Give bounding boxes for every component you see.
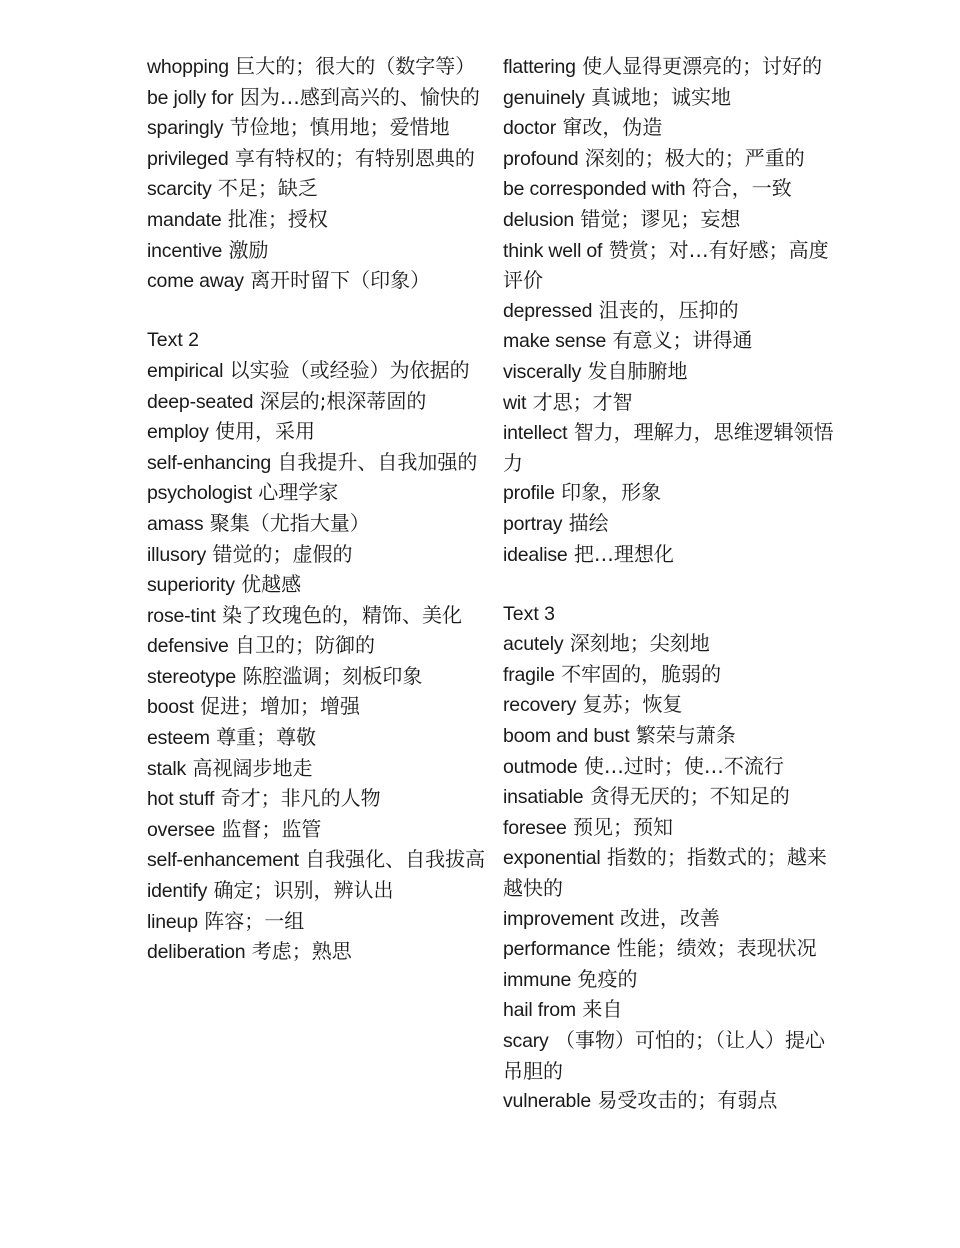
vocab-word: stereotype <box>147 665 237 688</box>
vocab-word: privileged <box>147 147 229 170</box>
vocab-entry <box>503 540 843 571</box>
vocab-entry <box>503 690 843 721</box>
vocab-meaning: 真诚地；诚实地 <box>591 84 732 109</box>
vocab-entry <box>147 448 487 479</box>
vocab-word: viscerally <box>503 360 582 383</box>
vocab-meaning: 改进，改善 <box>619 905 720 930</box>
vocab-entry <box>503 174 843 205</box>
vocab-entry <box>147 266 487 297</box>
section-title: Text 3 <box>503 602 556 625</box>
vocab-entry <box>147 570 487 601</box>
vocab-entry <box>147 387 487 418</box>
vocab-word: hot stuff <box>147 788 215 811</box>
vocab-list <box>503 52 843 570</box>
vocab-meaning: 赞赏；对…有好感；高度评价 <box>503 237 829 293</box>
vocab-entry <box>503 965 843 996</box>
vocab-entry <box>147 601 487 632</box>
vocab-entry <box>147 52 487 83</box>
vocab-word: amass <box>147 512 204 535</box>
vocab-entry <box>503 995 843 1026</box>
vocab-entry <box>503 83 843 114</box>
vocab-word: foresee <box>503 816 567 839</box>
vocab-entry <box>147 907 487 938</box>
vocab-entry <box>503 934 843 965</box>
vocab-meaning: 染了玫瑰色的，精饰、美化 <box>222 602 462 627</box>
vocab-entry <box>147 417 487 448</box>
vocab-entry <box>147 144 487 175</box>
vocab-word: self-enhancing <box>147 451 272 474</box>
vocab-word: scarcity <box>147 178 212 201</box>
vocab-meaning: 错觉；谬见；妄想 <box>580 206 741 231</box>
vocab-meaning: 巨大的；很大的（数字等） <box>235 54 476 78</box>
vocab-meaning: 贪得无厌的；不知足的 <box>589 784 790 809</box>
vocab-meaning: 确定；识别，辨认出 <box>213 878 394 903</box>
vocab-meaning: 聚集（尤指大量） <box>209 510 370 535</box>
vocab-word: profound <box>503 147 579 170</box>
vocab-meaning: 考虑；熟思 <box>251 939 352 964</box>
vocab-meaning: 指数的；指数式的；越来越快的 <box>503 845 827 901</box>
vocab-meaning: 高视阔步地走 <box>192 755 313 780</box>
vocab-meaning: 批准；授权 <box>227 206 328 231</box>
vocab-entry <box>503 660 843 691</box>
vocab-meaning: 繁荣与萧条 <box>635 723 736 748</box>
vocab-meaning: 符合，一致 <box>691 176 792 201</box>
vocab-entry <box>503 843 843 903</box>
vocab-meaning: 印象，形象 <box>561 480 662 505</box>
vocab-meaning: 自我提升、自我加强的 <box>277 449 478 474</box>
vocab-word: immune <box>503 968 572 991</box>
vocab-entry <box>147 723 487 754</box>
section-title: Text 2 <box>147 329 200 352</box>
vocab-entry <box>147 83 487 114</box>
right-column <box>503 52 843 1117</box>
vocab-word: deep-seated <box>147 390 254 413</box>
vocab-word: doctor <box>503 117 556 140</box>
vocab-entry <box>503 813 843 844</box>
vocab-entry <box>503 205 843 236</box>
vocab-entry <box>503 904 843 935</box>
vocab-word: deliberation <box>147 941 246 964</box>
vocab-word: whopping <box>147 56 229 78</box>
vocab-word: be corresponded with <box>503 178 686 201</box>
vocab-meaning: 节俭地；慎用地；爱惜地 <box>229 115 450 140</box>
vocab-meaning: 预见；预知 <box>573 814 674 839</box>
vocab-meaning: 才思；才智 <box>532 389 633 414</box>
vocab-entry <box>147 540 487 571</box>
vocab-meaning: 使用，采用 <box>215 419 316 444</box>
vocab-meaning: 享有特权的；有特别恩典的 <box>234 145 475 170</box>
vocab-entry <box>503 326 843 357</box>
vocab-entry <box>503 782 843 813</box>
vocab-entry <box>503 478 843 509</box>
vocab-word: acutely <box>503 633 564 656</box>
vocab-meaning: 描绘 <box>568 510 609 535</box>
vocab-meaning: 离开时留下（印象） <box>250 268 431 293</box>
vocab-entry <box>147 205 487 236</box>
vocab-word: self-enhancement <box>147 849 299 872</box>
vocab-entry <box>503 1086 843 1117</box>
vocab-word: think well of <box>503 239 603 262</box>
vocab-word: outmode <box>503 755 578 778</box>
vocab-word: be jolly for <box>147 86 234 109</box>
vocab-meaning: 窜改，伪造 <box>562 115 663 140</box>
vocab-entry <box>147 876 487 907</box>
vocab-word: boost <box>147 696 194 719</box>
vocab-entry <box>503 721 843 752</box>
vocab-meaning: 因为…感到高兴的、愉快的 <box>239 84 480 109</box>
vocab-entry <box>147 509 487 540</box>
vocab-meaning: 监督；监管 <box>221 816 322 841</box>
vocab-meaning: 促进；增加；增强 <box>200 694 361 719</box>
vocab-entry <box>503 113 843 144</box>
vocab-meaning: 激励 <box>228 237 269 262</box>
vocab-meaning: 陈腔滥调；刻板印象 <box>242 663 423 688</box>
vocab-word: genuinely <box>503 86 585 109</box>
vocab-entry <box>147 174 487 205</box>
vocab-word: mandate <box>147 208 222 231</box>
vocab-meaning: 奇才；非凡的人物 <box>220 786 381 811</box>
vocab-word: lineup <box>147 910 198 933</box>
vocab-entry <box>147 937 487 968</box>
vocab-word: psychologist <box>147 482 252 505</box>
vocab-word: exponential <box>503 847 601 870</box>
vocab-list <box>147 52 487 297</box>
vocab-entry <box>147 692 487 723</box>
vocab-meaning: 阵容；一组 <box>204 908 305 933</box>
vocab-meaning: 复苏；恢复 <box>582 692 683 717</box>
vocab-entry <box>147 631 487 662</box>
vocab-meaning: 使…过时；使…不流行 <box>583 753 784 778</box>
vocab-list <box>503 629 843 1117</box>
vocab-meaning: 智力，理解力，思维逻辑领悟力 <box>503 420 834 475</box>
vocab-meaning: 免疫的 <box>577 966 638 991</box>
vocab-meaning: 自我强化、自我拔高 <box>305 847 486 872</box>
vocab-meaning: （事物）可怕的；（让人）提心吊胆的 <box>503 1028 825 1083</box>
vocab-word: sparingly <box>147 117 224 140</box>
vocab-entry <box>503 1026 843 1086</box>
vocab-entry <box>147 478 487 509</box>
vocab-meaning: 深层的;根深蒂固的 <box>259 388 427 413</box>
vocab-meaning: 心理学家 <box>258 480 339 505</box>
vocab-meaning: 沮丧的，压抑的 <box>598 297 739 322</box>
vocab-word: profile <box>503 482 555 505</box>
vocab-word: wit <box>503 391 527 414</box>
vocab-entry <box>503 357 843 388</box>
vocab-word: fragile <box>503 663 555 686</box>
vocab-entry <box>503 52 843 83</box>
vocab-word: empirical <box>147 359 224 382</box>
vocab-word: performance <box>503 938 611 961</box>
vocab-meaning: 不牢固的，脆弱的 <box>561 661 722 686</box>
section-gap <box>147 297 487 327</box>
vocab-word: scary <box>503 1030 549 1052</box>
vocab-word: recovery <box>503 694 577 717</box>
vocab-entry <box>147 113 487 144</box>
vocab-meaning: 有意义；讲得通 <box>612 328 753 353</box>
vocab-word: improvement <box>503 907 614 930</box>
vocab-meaning: 自卫的；防御的 <box>235 633 376 658</box>
left-column <box>147 52 487 968</box>
section-gap <box>503 570 843 600</box>
vocab-entry <box>147 236 487 267</box>
vocab-word: illusory <box>147 543 207 566</box>
vocab-word: superiority <box>147 574 235 597</box>
vocab-word: portray <box>503 512 563 535</box>
vocab-word: boom and bust <box>503 725 630 748</box>
vocab-entry <box>147 754 487 785</box>
vocab-word: identify <box>147 880 208 903</box>
vocab-entry <box>147 662 487 693</box>
vocab-word: vulnerable <box>503 1090 591 1113</box>
vocab-word: oversee <box>147 818 215 841</box>
vocab-word: esteem <box>147 727 210 750</box>
vocab-meaning: 来自 <box>582 997 623 1022</box>
vocab-word: come away <box>147 270 244 293</box>
vocab-meaning: 优越感 <box>241 572 302 597</box>
vocab-word: flattering <box>503 56 576 78</box>
vocab-word: rose-tint <box>147 604 216 627</box>
vocab-entry <box>503 296 843 327</box>
vocab-meaning: 性能；绩效；表现状况 <box>616 936 817 961</box>
vocab-word: idealise <box>503 543 568 566</box>
vocab-meaning: 使人显得更漂亮的；讨好的 <box>582 54 823 78</box>
vocab-meaning: 尊重；尊敬 <box>216 725 317 750</box>
vocab-meaning: 把…理想化 <box>573 541 674 566</box>
vocab-meaning: 易受攻击的；有弱点 <box>597 1088 778 1113</box>
vocab-meaning: 以实验（或经验）为依据的 <box>229 357 470 382</box>
vocab-entry <box>147 784 487 815</box>
vocab-meaning: 深刻地；尖刻地 <box>569 631 710 656</box>
vocab-entry <box>147 845 487 876</box>
vocab-entry <box>147 815 487 846</box>
vocab-word: insatiable <box>503 786 584 809</box>
vocab-word: delusion <box>503 208 575 231</box>
vocab-meaning: 发自肺腑地 <box>587 358 688 383</box>
vocab-entry <box>503 418 843 478</box>
vocab-entry <box>503 236 843 296</box>
vocab-word: make sense <box>503 330 607 353</box>
vocab-list <box>147 356 487 968</box>
vocab-word: employ <box>147 421 209 444</box>
vocab-entry <box>503 144 843 175</box>
vocab-word: stalk <box>147 757 187 780</box>
vocab-entry <box>503 752 843 783</box>
vocab-meaning: 错觉的；虚假的 <box>212 541 353 566</box>
vocab-entry <box>503 388 843 419</box>
vocab-meaning: 深刻的；极大的；严重的 <box>584 145 805 170</box>
vocab-meaning: 不足；缺乏 <box>217 176 318 201</box>
vocab-word: defensive <box>147 635 229 658</box>
vocab-entry <box>503 509 843 540</box>
vocab-word: intellect <box>503 422 568 445</box>
vocab-word: incentive <box>147 239 223 262</box>
vocab-entry <box>503 629 843 660</box>
vocab-entry <box>147 356 487 387</box>
vocab-word: depressed <box>503 299 593 322</box>
vocab-word: hail from <box>503 999 576 1022</box>
